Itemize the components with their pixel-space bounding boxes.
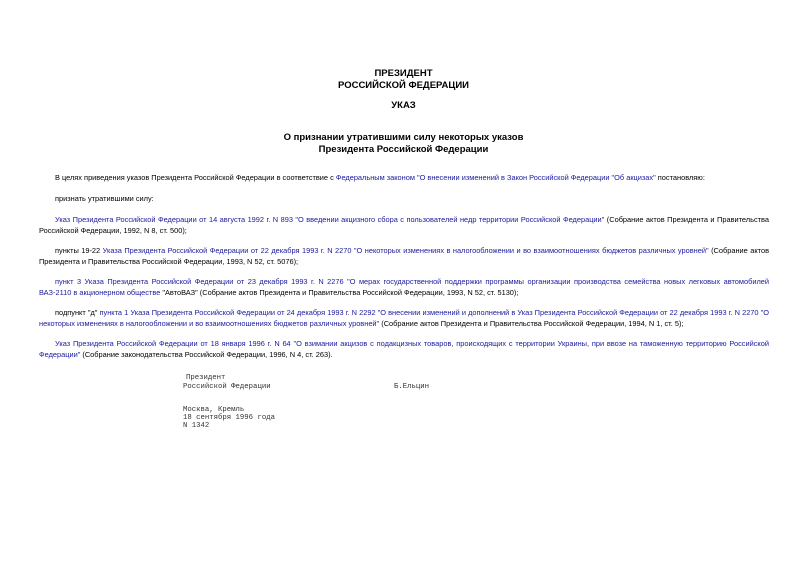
signature-title-line2: Российской Федерации [183, 383, 271, 391]
decree-link[interactable]: Указ Президента Российской Федерации от 18 января 1996 г. N 64 "О взимании акцизов с подакцизных товаров, происходящих с территории Украины, при ввозе на таможенную территорию Российской Федерации" [39, 339, 769, 359]
federal-law-link[interactable]: Федеральным законом "О внесении изменений в Закон Российской Федерации "Об акцизах" [335, 173, 656, 182]
signing-date: 18 сентября 1996 года [183, 414, 275, 422]
preamble-paragraph [39, 172, 769, 183]
decree-link[interactable]: пункта 1 Указа Президента Российской Федерации от 24 декабря 1993 г. N 2292 "О внесении изменений и дополнений в Указ Президента Российской Федерации от 22 декабря 1993 г. N 2270 "О некоторых изменениях в налогообложении и во взаимоотношениях бюджетов различных уровней" [39, 308, 769, 328]
doc-title-line2: Президента Российской Федерации [318, 144, 489, 155]
list-item [39, 276, 769, 298]
preamble-text-before: В целях приведения указов Президента Российской Федерации в соответствие с [55, 173, 336, 182]
decree-number: N 1342 [183, 422, 210, 430]
recognize-text: признать утратившими силу: [55, 194, 154, 203]
item-suffix: "АвтоВАЗ" (Собрание актов Президента и Правительства Российской Федерации, 1993, N 52, ст. 5130); [160, 288, 519, 297]
doc-type-heading: УКАЗ [391, 100, 416, 111]
list-item [39, 245, 769, 267]
president-heading-line1: ПРЕЗИДЕНТ [374, 68, 433, 79]
decree-link[interactable]: Указ Президента Российской Федерации от 14 августа 1992 г. N 893 "О введении акцизного сбора с пользователей недр территории Российской Федерации" [55, 215, 605, 224]
item-suffix: (Собрание законодательства Российской Федерации, 1996, N 4, ст. 263). [80, 350, 333, 359]
item-suffix: (Собрание актов Президента и Правительства Российской Федерации, 1994, N 1, ст. 5); [379, 319, 684, 328]
decree-link[interactable]: Указа Президента Российской Федерации от 22 декабря 1993 г. N 2270 "О некоторых изменениях в налогообложении и во взаимоотношениях бюджетов различных уровней" [102, 246, 709, 255]
doc-title-line1: О признании утратившими силу некоторых указов [283, 132, 524, 143]
item-suffix: (Собрание актов Президента и Правительства Российской Федерации, 1993, N 52, ст. 5076); [39, 246, 769, 266]
signature-title-line1: Президент [186, 374, 226, 382]
item-prefix: пункты 19-22 [55, 246, 103, 255]
signing-place: Москва, Кремль [183, 406, 245, 414]
recognize-paragraph [39, 193, 769, 204]
item-prefix: подпункт "д" [55, 308, 100, 317]
list-item [39, 338, 769, 360]
president-heading-line2: РОССИЙСКОЙ ФЕДЕРАЦИИ [337, 80, 469, 91]
list-item [39, 214, 769, 236]
item-suffix: (Собрание актов Президента и Правительства Российской Федерации, 1992, N 8, ст. 500); [39, 215, 769, 235]
preamble-text-after: постановляю: [655, 173, 705, 182]
signature-name: Б.Ельцин [394, 383, 430, 391]
decree-link[interactable]: пункт 3 Указа Президента Российской Федерации от 23 декабря 1993 г. N 2276 "О мерах государственной поддержки программы организации производства семейства новых легковых автомобилей ВАЗ-2110 в акционерном обществе [39, 277, 769, 297]
list-item [39, 307, 769, 329]
